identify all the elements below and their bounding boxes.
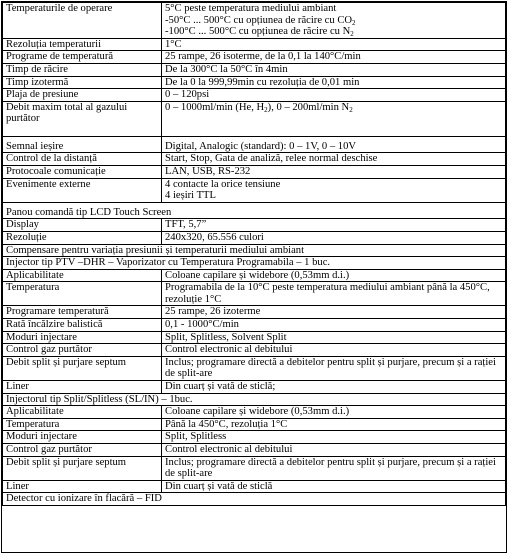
table-row [3,431,506,444]
table-row [3,136,506,153]
section-header: Injectorul tip Split/Splitless (SL/IN) – 1buc. [3,393,506,406]
table-row [3,406,506,419]
section-header-row [3,393,506,406]
row-value: 25 rampe, 26 isoterme, de la 0,1 la 140°C/min [162,51,506,64]
row-label: Programare temperatură [3,306,162,319]
row-label: Semnal ieșire [3,136,162,153]
section-header: Injector tip PTV –DHR – Vaporizator cu Temperatura Programabila – 1 buc. [3,257,506,270]
section-header: Detector cu ionizare în flacără – FID [3,493,506,506]
row-value: Programabila de la 10°C peste temperatura mediului ambiant până la 450°C, rezoluție 1°C [162,282,506,306]
row-label: Moduri injectare [3,431,162,444]
table-row [3,331,506,344]
table-row [3,381,506,394]
row-value: De la 300°C la 50°C în 4min [162,63,506,76]
value-line: -100°C ... 500°C cu opțiunea de răcire cu $N_2$ [165,26,354,39]
row-label: Temperaturile de operare [3,3,162,39]
row-value: Coloane capilare și widebore (0,53mm d.i.) [162,406,506,419]
row-value: 0 – 1000ml/min (He, $H_2$), 0 – 200ml/min $N_2$ [162,101,506,136]
section-header-row [3,244,506,257]
table-row [3,356,506,380]
row-value: Split, Splitless, Solvent Split [162,331,506,344]
section-header-row [3,202,506,219]
table-row [3,306,506,319]
row-value: Control electronic al debitului [162,344,506,357]
row-value: LAN, USB, RS-232 [162,165,506,178]
table-row [3,165,506,178]
row-label: Timp de răcire [3,63,162,76]
row-label: Protocoale comunicație [3,165,162,178]
table-row [3,178,506,202]
row-label: Liner [3,381,162,394]
row-label: Plaja de presiune [3,89,162,102]
row-value: Split, Splitless [162,431,506,444]
row-value: Din cuarț și vată de sticlă; [162,381,506,394]
row-label: Timp izotermă [3,76,162,89]
table-row [3,480,506,493]
section-header-row [3,257,506,270]
section-header: Compensare pentru variația presiunii și temperaturii mediului ambiant [3,244,506,257]
row-label: Display [3,219,162,232]
row-label: Programe de temperatură [3,51,162,64]
row-value: 0 – 120psi [162,89,506,102]
table-row [3,63,506,76]
value-line: -50°C ... 500°C cu opțiunea de răcire cu $CO_2$ [165,14,356,27]
table-row [3,219,506,232]
table-row [3,444,506,457]
row-value: 1°C [162,38,506,51]
row-label: Debit split și purjare septum [3,456,162,480]
row-label: Rezoluția temperaturii [3,38,162,51]
row-label: Liner [3,480,162,493]
row-label: Control de la distanță [3,153,162,166]
row-value: Digital, Analogic (standard): 0 – 1V, 0 – 10V [162,136,506,153]
row-value: TFT, 5,7” [162,219,506,232]
table-row [3,51,506,64]
row-value: Start, Stop, Gata de analiză, relee normal deschise [162,153,506,166]
table-row [3,153,506,166]
section-header-row [3,493,506,506]
row-label: Debit split și purjare septum [3,356,162,380]
table-row [3,3,506,39]
row-value: Până la 450°C, rezoluția 1°C [162,418,506,431]
table-row [3,269,506,282]
row-label: Control gaz purtător [3,444,162,457]
table-row [3,344,506,357]
row-value: De la 0 la 999,99min cu rezoluția de 0,01 min [162,76,506,89]
table-row [3,89,506,102]
row-label: Aplicabilitate [3,269,162,282]
row-label: Temperatura [3,418,162,431]
spec-table [2,2,506,506]
table-row [3,231,506,244]
spec-document [1,1,507,553]
table-row [3,418,506,431]
row-value: Din cuarț și vată de sticlă [162,480,506,493]
row-value: Coloane capilare și widebore (0,53mm d.i.) [162,269,506,282]
row-value: Control electronic al debitului [162,444,506,457]
table-row [3,456,506,480]
row-label: Temperatura [3,282,162,306]
row-label: Control gaz purtător [3,344,162,357]
table-row [3,319,506,332]
table-row [3,76,506,89]
table-row [3,282,506,306]
value-line: 5°C peste temperatura mediului ambiant [165,3,337,14]
value-line: 4 contacte la orice tensiune [165,178,281,190]
row-label: Debit maxim total al gazului purtător [3,101,162,136]
row-value: Inclus; programare directă a debitelor pentru split și purjare, precum și a rației de split-are [162,356,506,380]
row-value: Inclus; programare directă a debitelor pentru split și purjare, precum și a rației de split-are [162,456,506,480]
row-label: Rată încălzire balistică [3,319,162,332]
value-line: 4 ieșiri TTL [165,190,216,202]
row-label: Aplicabilitate [3,406,162,419]
row-value [162,178,506,202]
row-label: Rezoluție [3,231,162,244]
table-row [3,101,506,136]
row-value: 240x320, 65.556 culori [162,231,506,244]
row-value: 0,1 - 1000°C/min [162,319,506,332]
row-label: Moduri injectare [3,331,162,344]
table-row [3,38,506,51]
row-value [162,3,506,39]
row-value: 25 rampe, 26 izoterme [162,306,506,319]
row-label: Evenimente externe [3,178,162,202]
section-header: Panou comandă tip LCD Touch Screen [3,202,506,219]
